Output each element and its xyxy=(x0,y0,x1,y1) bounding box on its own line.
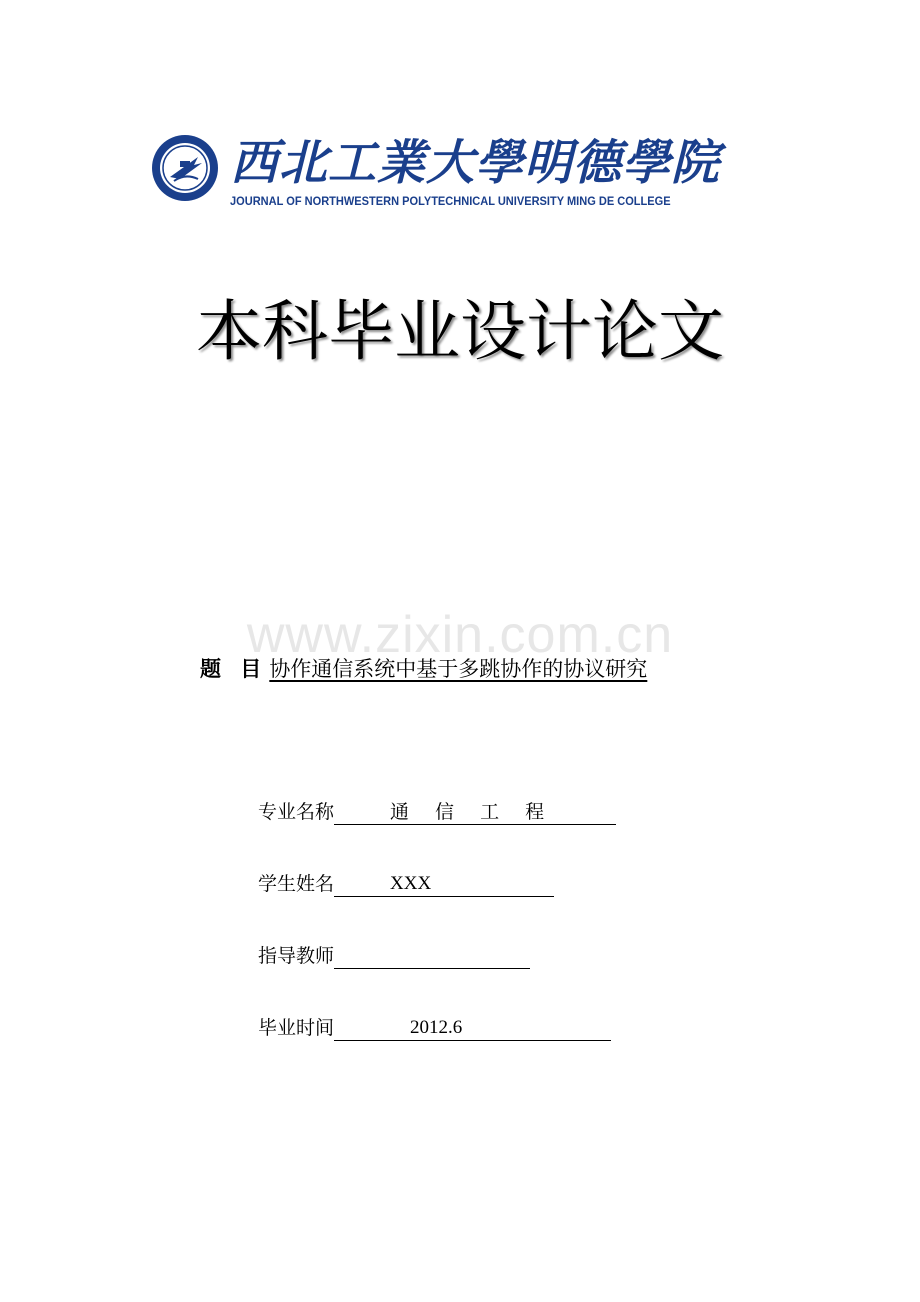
watermark: www.zixin.com.cn xyxy=(246,606,674,664)
student-line xyxy=(334,870,554,897)
date-line xyxy=(334,1014,611,1041)
student-label: 学生姓名 xyxy=(258,873,335,895)
advisor-line xyxy=(334,942,530,969)
topic-value: 协作通信系统中基于多跳协作的协议研究 xyxy=(269,657,648,681)
major-line xyxy=(334,798,616,825)
date-value: 2012.6 xyxy=(410,1017,463,1038)
advisor-label: 指导教师 xyxy=(258,945,335,967)
topic-label: 题 目 xyxy=(200,657,268,681)
college-header xyxy=(150,133,770,213)
student-value: XXX xyxy=(390,873,432,894)
date-label: 毕业时间 xyxy=(258,1017,335,1039)
university-seal-icon xyxy=(150,133,220,203)
college-name-en: JOURNAL OF NORTHWESTERN POLYTECHNICAL UNIVERSITY MING DE COLLEGE xyxy=(230,196,671,208)
major-value: 通 信 工 程 xyxy=(390,801,555,823)
topic-row xyxy=(200,654,661,684)
page-title: 本科毕业设计论文 xyxy=(196,293,724,370)
major-row xyxy=(258,798,616,826)
major-label: 专业名称 xyxy=(258,801,335,823)
college-name-cn: 西北工業大學明德學院 xyxy=(230,135,721,191)
advisor-row xyxy=(258,942,530,970)
student-row xyxy=(258,870,554,898)
date-row xyxy=(258,1014,611,1042)
